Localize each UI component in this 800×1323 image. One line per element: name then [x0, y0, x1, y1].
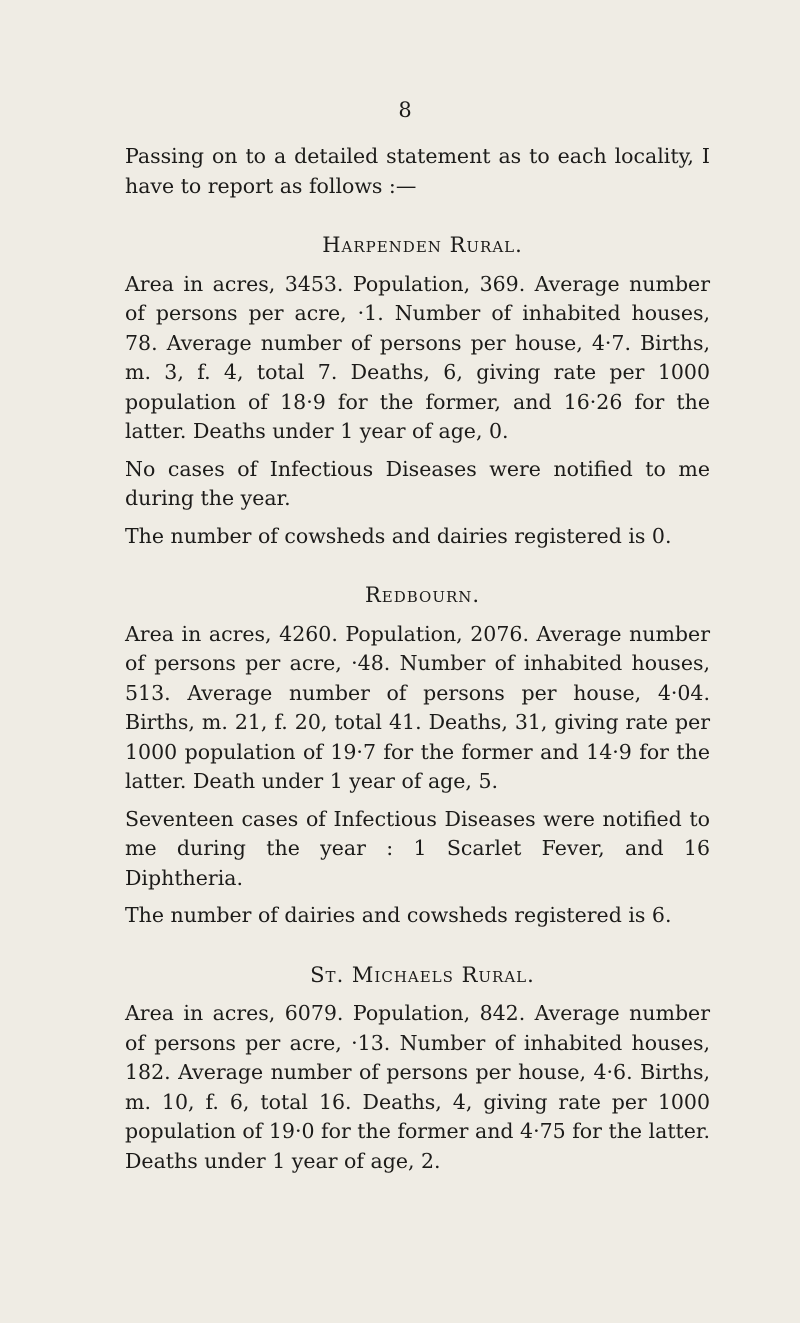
infectious-diseases-paragraph: No cases of Infectious Diseases were notified to me during the year. — [125, 456, 710, 510]
statistics-paragraph: Area in acres, 6079. Population, 842. Average number of persons per acre, ·13. Number of inhabited houses, 182. Average number of persons per house, 4·6. Births, m. 10, f. 6, total 16. Deaths, 4, giving rate per 1000 population of 19·0 for the former and 4·75 for the latter. Deaths under 1 year of age, 2. — [125, 1001, 710, 1173]
infectious-diseases-paragraph: Seventeen cases of Infectious Diseases were notified to me during the year : 1 Scarlet Fever, and 16 Diphtheria. — [125, 806, 710, 890]
section-heading: St. Michaels Rural. — [310, 962, 535, 987]
section-heading: Redbourn. — [364, 583, 481, 607]
cowsheds-paragraph: The number of dairies and cowsheds registered is 6. — [125, 903, 672, 927]
section-harpenden-rural — [125, 231, 710, 551]
section-redbourn — [125, 581, 710, 931]
statistics-paragraph: Area in acres, 4260. Population, 2076. Average number of persons per acre, ·48. Number of inhabited houses, 513. Average number of persons per house, 4·04. Births, m. 21, f. 20, total 41. Deaths, 31, giving rate per 1000 population of 19·7 for the former and 14·9 for the latter. Death under 1 year of age, 5. — [125, 621, 710, 793]
section-st-michaels-rural — [125, 961, 710, 1177]
statistics-paragraph: Area in acres, 3453. Population, 369. Average number of persons per acre, ·1. Number of inhabited houses, 78. Average number of persons per house, 4·7. Births, m. 3, f. 4, total 7. Deaths, 6, giving rate per 1000 population of 18·9 for the former, and 16·26 for the latter. Deaths under 1 year of age, 0. — [125, 271, 710, 443]
section-heading: Harpenden Rural. — [322, 233, 523, 257]
report-body — [125, 142, 710, 1184]
cowsheds-paragraph: The number of cowsheds and dairies registered is 0. — [125, 523, 672, 548]
page-number: 8 — [398, 98, 412, 122]
intro-paragraph: Passing on to a detailed statement as to each locality, I have to report as follows :— — [125, 144, 710, 198]
